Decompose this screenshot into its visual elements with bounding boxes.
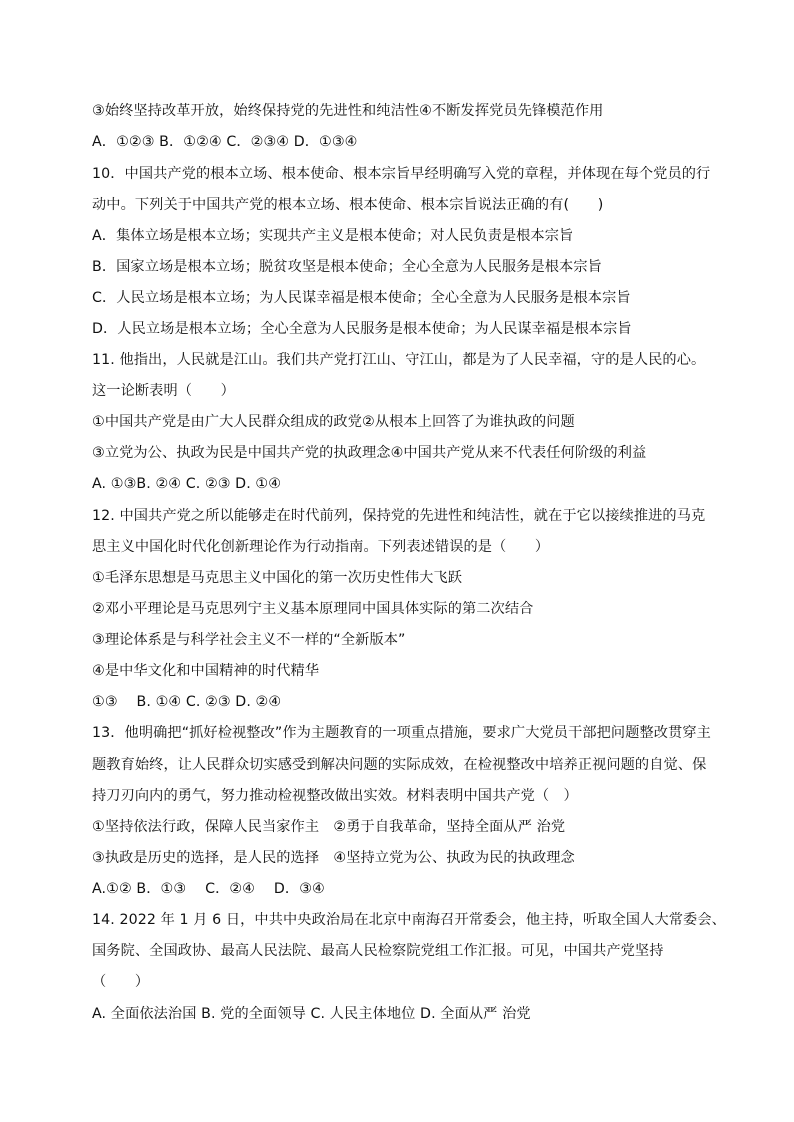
- question-10-option-c: C．人民立场是根本立场；为人民谋幸福是根本使命；全心全意为人民服务是根本宗旨: [92, 290, 631, 306]
- question-11-choices: A. ①③B. ②④ C. ②③ D. ①④: [92, 476, 282, 492]
- question-13-stem-cont-2: 持刀刃向内的勇气，努力推动检视整改做出实效。材料表明中国共产党（ ）: [92, 788, 578, 804]
- question-11-stem-cont: 这一论断表明（ ）: [92, 383, 235, 399]
- question-12-choices: ①③ B. ①④ C. ②③ D. ②④: [92, 694, 282, 710]
- question-12-item-2: ②邓小平理论是马克思列宁主义基本原理同中国具体实际的第二次结合: [92, 601, 534, 617]
- question-13-stem: 13．他明确把“抓好检视整改”作为主题教育的一项重点措施，要求广大党员干部把问题整改贯穿主: [92, 725, 711, 741]
- option-line: ③始终坚持改革开放，始终保持党的先进性和纯洁性④不断发挥党员先锋模范作用: [92, 103, 604, 119]
- question-14-stem: 14. 2022 年 1 月 6 日，中共中央政治局在北京中南海召开常委会，他主持，听取全国人大常委会、: [92, 912, 726, 928]
- question-11-items-cont: ③立党为公、执政为民是中国共产党的执政理念④中国共产党从来不代表任何阶级的利益: [92, 445, 647, 461]
- answer-choices: A．①②③ B．①②④ C．②③④ D．①③④: [92, 134, 358, 150]
- question-11-items: ①中国共产党是由广大人民群众组成的政党②从根本上回答了为谁执政的问题: [92, 414, 575, 430]
- question-10-option-a: A．集体立场是根本立场；实现共产主义是根本使命；对人民负责是根本宗旨: [92, 228, 574, 244]
- question-10-stem: 10．中国共产党的根本立场、根本使命、根本宗旨早经明确写入党的章程，并体现在每个党员的行: [92, 166, 711, 182]
- question-10-option-d: D．人民立场是根本立场；全心全意为人民服务是根本使命；为人民谋幸福是根本宗旨: [92, 321, 632, 337]
- question-10-stem-cont: 动中。下列关于中国共产党的根本立场、根本使命、根本宗旨说法正确的有( ): [92, 197, 604, 213]
- question-14-blank: （ ）: [92, 974, 150, 990]
- question-12-item-1: ①毛泽东思想是马克思主义中国化的第一次历史性伟大飞跃: [92, 570, 463, 586]
- question-13-items: ①坚持依法行政，保障人民当家作主 ②勇于自我革命，坚持全面从严 治党: [92, 819, 566, 835]
- question-13-items-cont: ③执政是历史的选择，是人民的选择 ④坚持立党为公、执政为民的执政理念: [92, 850, 575, 866]
- question-13-choices: A.①② B．①③ C．②④ D．③④: [92, 881, 325, 897]
- question-11-stem: 11. 他指出，人民就是江山。我们共产党打江山、守江山，都是为了人民幸福，守的是人民的心。: [92, 352, 706, 368]
- question-12-item-3: ③理论体系是与科学社会主义不一样的“全新版本”: [92, 632, 406, 648]
- question-14-choices: A. 全面依法治国 B. 党的全面领导 C. 人民主体地位 D. 全面从严 治党: [92, 1006, 531, 1022]
- question-12-item-4: ④是中华文化和中国精神的时代精华: [92, 663, 320, 679]
- question-13-stem-cont-1: 题教育始终，让人民群众切实感受到解决问题的实际成效，在检视整改中培养正视问题的自觉、保: [92, 757, 707, 773]
- question-14-stem-cont: 国务院、全国政协、最高人民法院、最高人民检察院党组工作汇报。可见，中国共产党坚持: [92, 943, 664, 959]
- question-10-option-b: B．国家立场是根本立场；脱贫攻坚是根本使命；全心全意为人民服务是根本宗旨: [92, 259, 602, 275]
- question-12-stem: 12. 中国共产党之所以能够走在时代前列，保持党的先进性和纯洁性，就在于它以接续推进的马克: [92, 508, 706, 524]
- question-12-stem-cont: 思主义中国化时代化创新理论作为行动指南。下列表述错误的是（ ）: [92, 539, 550, 555]
